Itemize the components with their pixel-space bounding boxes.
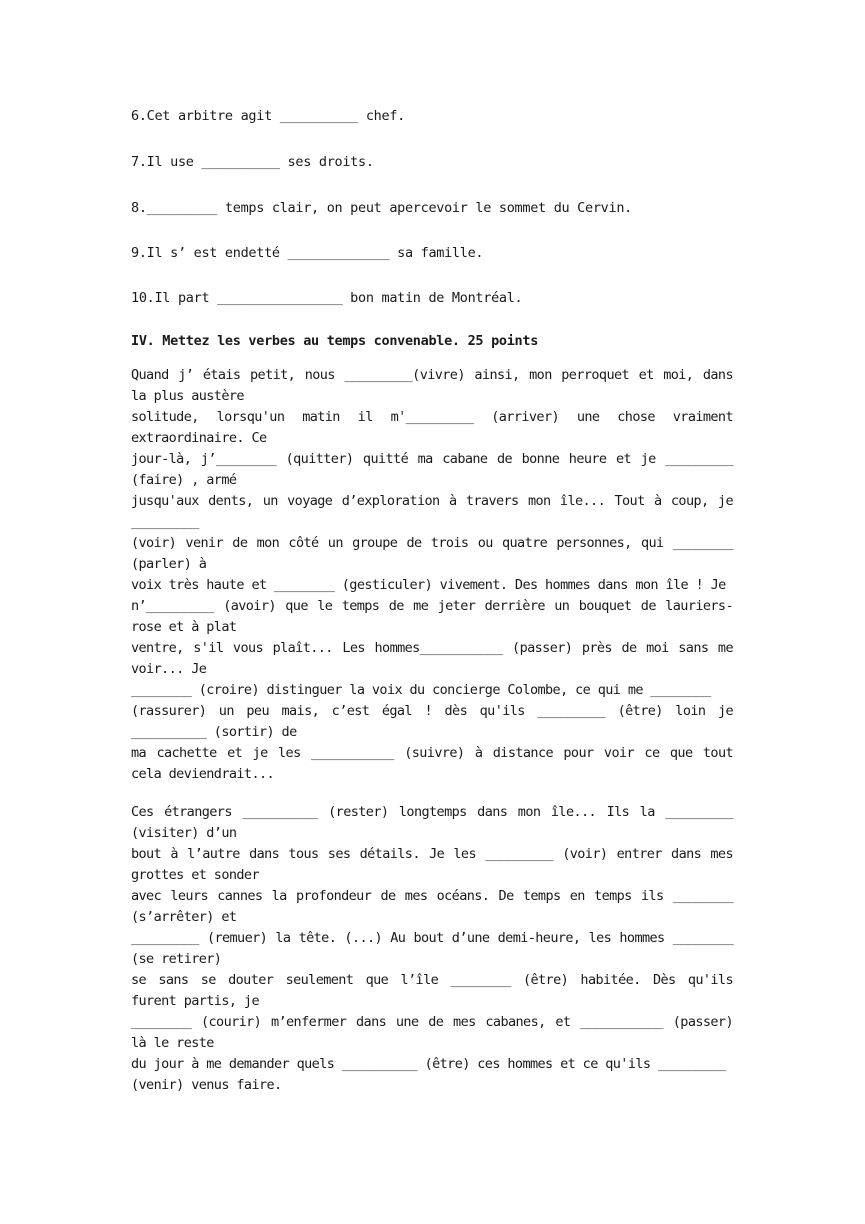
- paragraph-line: du jour à me demander quels __________ (être) ces hommes et ce qu'ils _________: [131, 1056, 726, 1072]
- paragraph-line: Quand j’ étais petit, nous _________(vivre) ainsi, mon perroquet et moi, dans la plus austère: [131, 367, 733, 404]
- paragraph-line: n’_________ (avoir) que le temps de me jeter derrière un bouquet de lauriers-rose et à plat: [131, 598, 733, 635]
- paragraph-line: ________ (croire) distinguer la voix du concierge Colombe, ce qui me ________: [131, 682, 711, 698]
- question-6: 6.Cet arbitre agit __________ chef.: [131, 108, 405, 124]
- paragraph-line: bout à l’autre dans tous ses détails. Je les _________ (voir) entrer dans mes grottes et sonder: [131, 846, 733, 883]
- question-9: 9.Il s’ est endetté _____________ sa famille.: [131, 245, 484, 261]
- paragraph-line: ________ (courir) m’enfermer dans une de mes cabanes, et ___________ (passer) là le reste: [131, 1014, 733, 1051]
- section-heading: IV. Mettez les verbes au temps convenable. 25 points: [131, 333, 539, 349]
- paragraph-line: (rassurer) un peu mais, c’est égal ! dès qu'ils _________ (être) loin je __________ (sortir) de: [131, 703, 733, 740]
- question-10: 10.Il part ________________ bon matin de Montréal.: [131, 290, 523, 306]
- paragraph-line: avec leurs cannes la profondeur de mes océans. De temps en temps ils ________ (s’arrêter) et: [131, 888, 733, 925]
- paragraph-line: jour-là, j’________ (quitter) quitté ma cabane de bonne heure et je _________ (faire) , armé: [131, 451, 733, 488]
- paragraph-line: _________ (remuer) la tête. (...) Au bout d’une demi-heure, les hommes ________ (se retirer): [131, 930, 733, 967]
- exercise-paragraph-1: [131, 365, 733, 785]
- paragraph-line: ma cachette et je les ___________ (suivre) à distance pour voir ce que tout cela deviendrait...: [131, 745, 733, 782]
- paragraph-line: (voir) venir de mon côté un groupe de trois ou quatre personnes, qui ________ (parler) à: [131, 535, 733, 572]
- paragraph-line: (venir) venus faire.: [131, 1077, 282, 1093]
- question-8: 8._________ temps clair, on peut apercevoir le sommet du Cervin.: [131, 200, 632, 216]
- paragraph-line: solitude, lorsqu'un matin il m'_________ (arriver) une chose vraiment extraordinaire. Ce: [131, 409, 733, 446]
- paragraph-line: ventre, s'il vous plaît... Les hommes___________ (passer) près de moi sans me voir... Je: [131, 640, 733, 677]
- paragraph-line: Ces étrangers __________ (rester) longtemps dans mon île... Ils la _________ (visiter) d’un: [131, 804, 733, 841]
- paragraph-line: se sans se douter seulement que l’île ________ (être) habitée. Dès qu'ils furent partis, je: [131, 972, 733, 1009]
- exercise-paragraph-2: [131, 802, 733, 1096]
- paragraph-line: jusqu'aux dents, un voyage d’exploration à travers mon île... Tout à coup, je _________: [131, 493, 733, 530]
- paragraph-line: voix très haute et ________ (gesticuler) vivement. Des hommes dans mon île ! Je: [131, 577, 726, 593]
- question-7: 7.Il use __________ ses droits.: [131, 154, 374, 170]
